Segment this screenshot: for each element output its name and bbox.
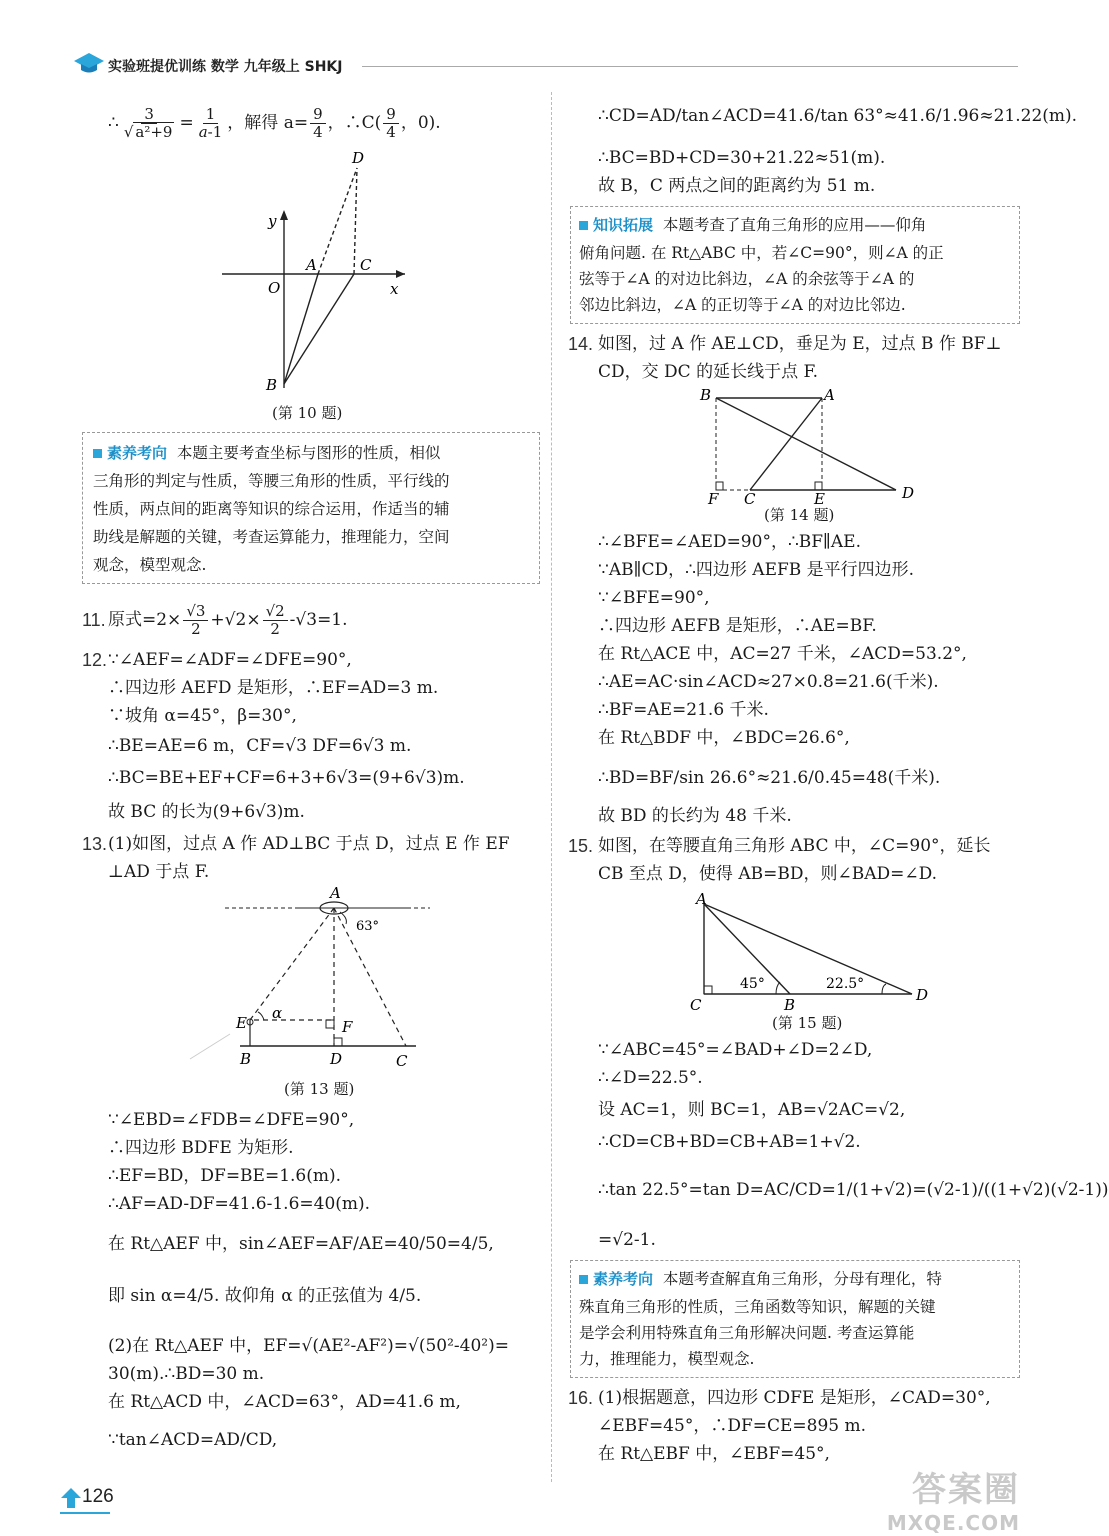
q12-line-3: ∵坡角 α=45°，β=30°, bbox=[108, 706, 297, 726]
fig14-caption: (第 14 题) bbox=[764, 506, 835, 524]
q12-line-4: ∴BE=AE=6 m，CF=√3 DF=6√3 m. bbox=[108, 736, 412, 756]
page-header bbox=[0, 0, 1034, 80]
box1-line-2: 三角形的判定与性质，等腰三角形的性质，平行线的 bbox=[93, 472, 450, 490]
box1-line-4: 助线是解题的关键，考查运算能力，推理能力，空间 bbox=[93, 528, 450, 546]
q13-after-2: ∴四边形 BDFE 为矩形. bbox=[108, 1138, 294, 1158]
figure-10 bbox=[210, 148, 420, 404]
fig13-label-F: F bbox=[342, 1018, 353, 1036]
q16-line-3: 在 Rt△EBF 中，∠EBF=45°, bbox=[598, 1444, 830, 1464]
fig13-label-63: 63° bbox=[356, 919, 380, 934]
header-title: 实验班提优训练 数学 九年级上 SHKJ bbox=[108, 59, 343, 75]
q13-line-2: ⊥AD 于点 F. bbox=[108, 862, 210, 882]
box2-title: 知识拓展 bbox=[579, 216, 653, 234]
box3-line-3: 是学会利用特殊直角三角形解决问题. 考查运算能 bbox=[579, 1324, 915, 1342]
q12-line-5: ∴BC=BE+EF+CF=6+3+6√3=(9+6√3)m. bbox=[108, 768, 465, 788]
q13-after-3: ∴EF=BD，DF=BE=1.6(m). bbox=[108, 1166, 342, 1186]
fig15-caption: (第 15 题) bbox=[772, 1014, 843, 1032]
fig13-label-E: E bbox=[236, 1014, 247, 1032]
box1-line-5: 观念，模型观念. bbox=[93, 556, 207, 574]
fig10-label-D: D bbox=[352, 149, 365, 167]
q14-line-1: 如图，过 A 作 AE⊥CD，垂足为 E，过点 B 作 BF⊥ bbox=[598, 334, 1002, 354]
r-line-1: ∴CD=AD/tan∠ACD=41.6/tan 63°≈41.6/1.96≈21.22(m). bbox=[598, 106, 1078, 126]
q12-line-1: ∵∠AEF=∠ADF=∠DFE=90°, bbox=[108, 650, 352, 670]
fig10-label-y: y bbox=[268, 212, 277, 230]
q15-after-3: 设 AC=1，则 BC=1，AB=√2AC=√2, bbox=[598, 1100, 906, 1120]
fig14-label-A: A bbox=[824, 386, 835, 404]
fig10-label-O: O bbox=[268, 279, 281, 297]
box2-line-1: 本题考查了直角三角形的应用——仰角 bbox=[662, 216, 927, 234]
fig10-label-B: B bbox=[266, 376, 278, 394]
q14-after-2: ∵AB∥CD，∴四边形 AEFB 是平行四边形. bbox=[598, 560, 915, 580]
page-number: 126 bbox=[82, 1486, 114, 1507]
watermark-bottom: MXQE.COM bbox=[886, 1511, 1020, 1535]
watermark bbox=[855, 1462, 1020, 1535]
q13-after-1: ∵∠EBD=∠FDB=∠DFE=90°, bbox=[108, 1110, 355, 1130]
q15-after-5: ∴tan 22.5°=tan D=AC/CD=1/(1+√2)=(√2-1)/((1+√2)(√2-1)) bbox=[598, 1180, 1109, 1200]
box2-line-2: 俯角问题. 在 Rt△ABC 中，若∠C=90°，则∠A 的正 bbox=[579, 244, 944, 262]
fig13-label-alpha: α bbox=[272, 1004, 283, 1022]
q13-after-5: 在 Rt△AEF 中，sin∠AEF=AF/AE=40/50=4/5, bbox=[108, 1234, 494, 1254]
fig10-caption: (第 10 题) bbox=[272, 404, 343, 422]
q15-number: 15. bbox=[568, 836, 594, 856]
q13-number: 13. bbox=[82, 834, 108, 854]
q12-number: 12. bbox=[82, 650, 108, 670]
fig15-label-D: D bbox=[916, 986, 929, 1004]
box2-line-3: 弦等于∠A 的对边比斜边，∠A 的余弦等于∠A 的 bbox=[579, 270, 915, 288]
fig13-label-B: B bbox=[240, 1050, 252, 1068]
box-literacy-1 bbox=[82, 432, 540, 584]
fig10-label-C: C bbox=[360, 256, 372, 274]
fig14-label-E: E bbox=[814, 490, 825, 508]
box1-line-3: 性质，两点间的距离等知识的综合运用，作适当的辅 bbox=[93, 500, 450, 518]
box3-title: 素养考向 bbox=[579, 1270, 653, 1288]
figure-14 bbox=[696, 384, 926, 506]
q15-line-2: CB 至点 D，使得 AB=BD，则∠BAD=∠D. bbox=[598, 864, 938, 884]
eq-line-1: ∴ $\frac{3}{\text{√ a²+9}}$ = $\frac{1}{a-1}$ ，解得 a= $\frac{9}{4}$ ，∴C( $\frac{9}{4}$ ，0). bbox=[108, 104, 441, 141]
q13-after-7: (2)在 Rt△AEF 中，EF=√(AE²-AF²)=√(50²-40²)= bbox=[108, 1336, 509, 1356]
q15-after-4: ∴CD=CB+BD=CB+AB=1+√2. bbox=[598, 1132, 861, 1152]
q14-after-10: 故 BD 的长约为 48 千米. bbox=[598, 806, 792, 826]
watermark-top: 答案圈 bbox=[912, 1470, 1020, 1510]
header-rule bbox=[362, 66, 1018, 67]
fig14-label-F: F bbox=[708, 490, 719, 508]
q11: 11. 原式=2× $\frac{√3}{2}$ +√2× $\frac{√2}{2}$ -√3=1. bbox=[82, 601, 348, 638]
q14-line-2: CD，交 DC 的延长线于点 F. bbox=[598, 362, 819, 382]
q13-after-4: ∴AF=AD-DF=41.6-1.6=40(m). bbox=[108, 1194, 371, 1214]
box1-line-1: 本题主要考查坐标与图形的性质，相似 bbox=[176, 444, 441, 462]
box3-line-4: 力，推理能力，模型观念. bbox=[579, 1350, 755, 1368]
box2-line-4: 邻边比斜边，∠A 的正切等于∠A 的对边比邻边. bbox=[579, 296, 906, 314]
fig14-label-B: B bbox=[700, 386, 712, 404]
fig13-caption: (第 13 题) bbox=[284, 1080, 355, 1098]
q13-after-8: 30(m).∴BD=30 m. bbox=[108, 1364, 265, 1384]
fig10-label-x: x bbox=[390, 280, 399, 298]
q12-line-6: 故 BC 的长为(9+6√3)m. bbox=[108, 802, 305, 822]
q14-after-7: ∴BF=AE=21.6 千米. bbox=[598, 700, 769, 720]
box-literacy-2 bbox=[570, 1260, 1020, 1378]
fig15-label-22-5: 22.5° bbox=[826, 976, 865, 992]
q14-number: 14. bbox=[568, 334, 594, 354]
q16-number: 16. bbox=[568, 1388, 594, 1408]
q14-after-6: ∴AE=AC·sin∠ACD≈27×0.8=21.6(千米). bbox=[598, 672, 939, 692]
fig14-label-C: C bbox=[744, 490, 756, 508]
q15-after-2: ∴∠D=22.5°. bbox=[598, 1068, 703, 1088]
q16-line-1: (1)根据题意，四边形 CDFE 是矩形，∠CAD=30°, bbox=[598, 1388, 991, 1408]
q15-after-6: =√2-1. bbox=[598, 1230, 656, 1250]
q14-after-5: 在 Rt△ACE 中，AC=27 千米，∠ACD=53.2°, bbox=[598, 644, 967, 664]
fig14-label-D: D bbox=[902, 484, 915, 502]
q13-line-1: (1)如图，过点 A 作 AD⊥BC 于点 D，过点 E 作 EF bbox=[108, 834, 510, 854]
q12-line-2: ∴四边形 AEFD 是矩形，∴EF=AD=3 m. bbox=[108, 678, 439, 698]
fig10-label-A: A bbox=[306, 256, 317, 274]
fig13-label-D: D bbox=[330, 1050, 343, 1068]
q15-line-1: 如图，在等腰直角三角形 ABC 中，∠C=90°，延长 bbox=[598, 836, 991, 856]
page-number-underline bbox=[60, 1512, 110, 1514]
fig13-label-A: A bbox=[330, 884, 341, 902]
r-line-3: 故 B，C 两点之间的距离约为 51 m. bbox=[598, 176, 876, 196]
q14-after-8: 在 Rt△BDF 中，∠BDC=26.6°, bbox=[598, 728, 850, 748]
box-knowledge bbox=[570, 206, 1020, 324]
fig13-label-C: C bbox=[396, 1052, 408, 1070]
graduation-cap-icon bbox=[72, 50, 106, 76]
fig15-label-A: A bbox=[696, 890, 707, 908]
q13-after-10: ∵tan∠ACD=AD/CD, bbox=[108, 1430, 278, 1450]
up-arrow-icon bbox=[60, 1486, 82, 1510]
q14-after-9: ∴BD=BF/sin 26.6°≈21.6/0.45=48(千米). bbox=[598, 768, 941, 788]
column-divider bbox=[551, 92, 552, 1482]
figure-15 bbox=[686, 890, 936, 1012]
box3-line-1: 本题考查解直角三角形，分母有理化，特 bbox=[662, 1270, 942, 1288]
figure-13 bbox=[170, 884, 430, 1074]
box3-line-2: 殊直角三角形的性质，三角函数等知识，解题的关键 bbox=[579, 1298, 936, 1316]
fig15-label-C: C bbox=[690, 996, 702, 1014]
q14-after-1: ∴∠BFE=∠AED=90°，∴BF∥AE. bbox=[598, 532, 861, 552]
q15-after-1: ∵∠ABC=45°=∠BAD+∠D=2∠D, bbox=[598, 1040, 873, 1060]
fig15-label-45: 45° bbox=[740, 976, 765, 992]
q14-after-3: ∵∠BFE=90°, bbox=[598, 588, 710, 608]
fig15-label-B: B bbox=[784, 996, 796, 1014]
q14-after-4: ∴四边形 AEFB 是矩形，∴AE=BF. bbox=[598, 616, 877, 636]
r-line-2: ∴BC=BD+CD=30+21.22≈51(m). bbox=[598, 148, 886, 168]
q13-after-9: 在 Rt△ACD 中，∠ACD=63°，AD=41.6 m, bbox=[108, 1392, 461, 1412]
q13-after-6: 即 sin α=4/5. 故仰角 α 的正弦值为 4/5. bbox=[108, 1286, 422, 1306]
box1-title: 素养考向 bbox=[93, 444, 167, 462]
q16-line-2: ∠EBF=45°，∴DF=CE=895 m. bbox=[598, 1416, 867, 1436]
